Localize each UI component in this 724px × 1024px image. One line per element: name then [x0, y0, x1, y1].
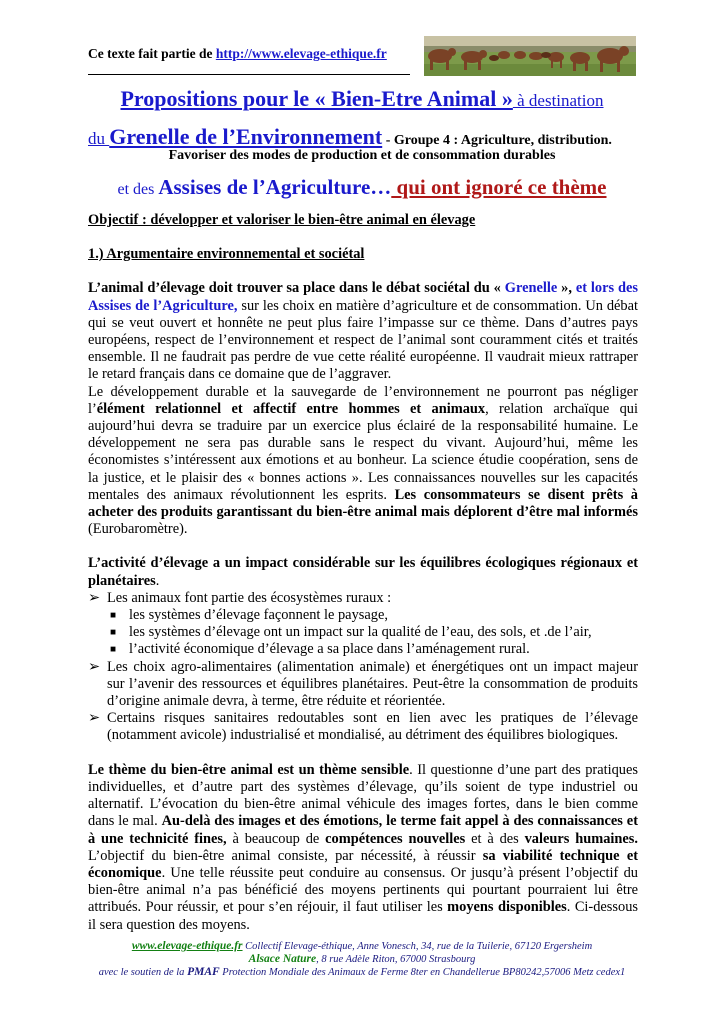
list-item: ➢ Les choix agro-alimentaires (alimentation animale) et énergétiques ont un impact majeur sur l’avenir des ressources et équilibres planétaires. Peut-être la consommation de produits d’origine animale devra, à terme, être réduite et réorientée.: [88, 658, 638, 710]
title-line-1: [0, 86, 724, 112]
paragraph-3: L’activité d’élevage a un impact considérable sur les équilibres écologiques régionaux et planétaires.: [88, 555, 638, 589]
footer-line-1: www.elevage-ethique.fr Collectif Elevage-éthique, Anne Vonesch, 34, rue de la Tuilerie, 67120 Ergersheim: [131, 940, 593, 952]
section-1-title: 1.) Argumentaire environnemental et sociétal: [88, 246, 365, 263]
footer-line-2: Alsace Nature, 8 rue Adèle Riton, 67000 Strasbourg: [248, 953, 476, 965]
title-line-4: [0, 175, 724, 200]
arrow-bullet-icon: ➢: [88, 589, 101, 606]
arrow-bullet-icon: ➢: [88, 658, 101, 675]
objective: Objectif : développer et valoriser le bien-être animal en élevage: [88, 212, 476, 228]
title-groupe: - Groupe 4 : Agriculture, distribution.: [382, 133, 612, 148]
square-bullet-icon: ■: [110, 610, 117, 622]
paragraph-1: L’animal d’élevage doit trouver sa place dans le débat sociétal du « Grenelle », et lors des Assises de l’Agriculture, sur les choix en matière d’agriculture et de consommation. Un débat qui se veut ouvert et honnête ne peut plus faire l’impasse sur ce thème. Dans d’autres pays européens, respect de l’environnement et respect de l’animal sont couramment cités et traités ensemble. Il ne faudrait pas perdre de vue cette réalité européenne. Il vaudrait mieux rattraper le retard français dans ce domaine que de l’aggraver.: [88, 280, 639, 383]
header-line: [88, 46, 387, 62]
document-body: [88, 212, 638, 934]
header-rule: [88, 74, 410, 75]
arrow-bullet-icon: ➢: [88, 710, 101, 727]
title-line-2: [88, 124, 612, 150]
title-assises: Assises de l’Agriculture…: [158, 175, 392, 199]
title-du: du: [88, 129, 110, 148]
paragraph-4: Le thème du bien-être animal est un thème sensible. Il questionne d’une part des pratiques individuelles, et d’autre part des systèmes d’élevage, qu’ils soient de type industriel ou alternatif. L’évocation du bien-être animal véhicule des images fortes, dans le bien comme dans le mal. Au-delà des images et des émotions, le terme fait appel à des connaissances et à une technicité fines, à beaucoup de compétences nouvelles et à des valeurs humaines. L’objectif du bien-être animal consiste, par nécessité, à réussir sa viabilité technique et économique. Une telle réussite peut conduire au consensus. Or jusqu’à présent l’objectif du bien-être animal n’a pas bénéficié des moyens pertinents qui pourtant pourraient lui être attribués. Pour réussir, et pour s’en réjouir, il faut utiliser les moyens disponibles. Ci-dessous il sera question des moyens.: [88, 761, 638, 933]
header-prefix: Ce texte fait partie de: [88, 46, 216, 61]
footer-line-3: avec le soutien de la PMAF Protection Mondiale des Animaux de Ferme 8ter en Chandellerue BP80242,57006 Metz cedex1: [98, 966, 626, 978]
subtitle: Favoriser des modes de production et de consommation durables: [168, 148, 556, 163]
list-item: ■ les systèmes d’élevage façonnent le paysage,: [110, 607, 388, 624]
square-bullet-icon: ■: [110, 644, 117, 656]
title-et-des: et des: [117, 181, 159, 198]
title-ignore: qui ont ignoré ce thème: [391, 175, 607, 199]
title-bien-etre: Propositions pour le « Bien-Etre Animal »: [120, 86, 513, 111]
header-link[interactable]: http://www.elevage-ethique.fr: [215, 46, 387, 61]
list-item: ■ les systèmes d’élevage ont un impact sur la qualité de l’eau, des sols, et .de l’air,: [110, 624, 592, 641]
list-item: ➢ Les animaux font partie des écosystèmes ruraux :: [88, 589, 392, 606]
square-bullet-icon: ■: [110, 627, 117, 639]
list-item: ➢ Certains risques sanitaires redoutables sont en lien avec les pratiques de l’élevage (notamment avicole) industrialisé et mondialisé, au détriment des équilibres biologiques.: [88, 710, 638, 744]
paragraph-2: Le développement durable et la sauvegarde de l’environnement ne pourront pas négliger l’élément relationnel et affectif entre hommes et animaux, relation archaïque qui aujourd’hui devra se traduire par un exercice plus éclairé de la responsabilité humaine. Le développement ne sera pas durable sans le respect du vivant. Aujourd’hui, même les économistes s’intéressent aux émotions et au bonheur. La science étudie coopération, sens de la justice, et le plaisir des « bonnes actions ». Les connaissances nouvelles sur les capacités mentales des animaux révolutionnent les esprits. Les consommateurs se disent prêts à acheter des produits garantissant du bien-être animal mais déplorent d’être mal informés (Eurobaromètre).: [88, 383, 638, 538]
footer-site-link[interactable]: www.elevage-ethique.fr: [131, 940, 243, 952]
footer: [0, 940, 724, 979]
list-item: ■ l’activité économique d’élevage a sa place dans l’aménagement rural.: [110, 641, 530, 658]
title-grenelle: Grenelle de l’Environnement: [109, 124, 383, 149]
title-destination: à destination: [512, 91, 604, 110]
cattle-herd-photo: [424, 36, 636, 76]
